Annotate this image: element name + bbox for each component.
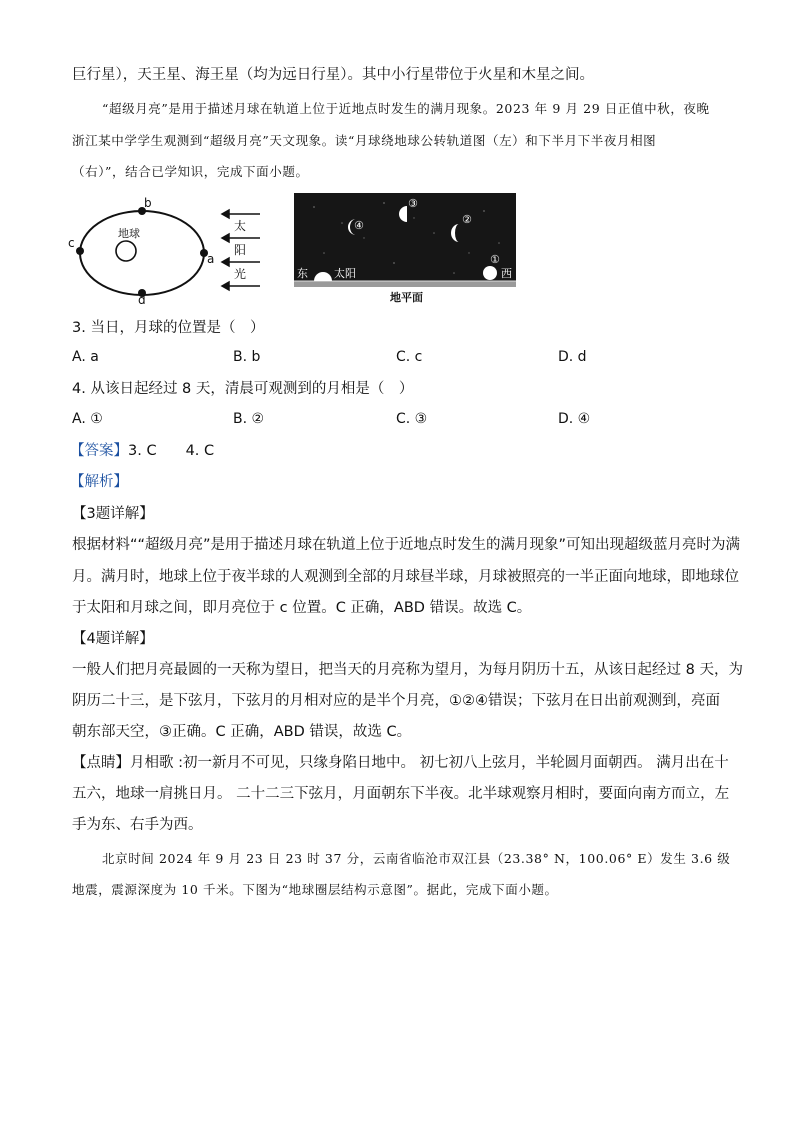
sunlight-label-1: 太 bbox=[234, 219, 247, 233]
detail3-line-2: 月。满月时，地球上位于夜半球的人观测到全部的月球昼半球，月球被照亮的一半正面向地球，即地球位 bbox=[72, 569, 739, 585]
tip-label: 【点睛】 bbox=[72, 755, 130, 771]
next-passage-line-2: 地震，震源深度为 10 千米。下图为“地球圈层结构示意图”。据此，完成下面小题。 bbox=[72, 882, 558, 897]
tip-line-1 bbox=[72, 753, 729, 773]
q3-option-a[interactable]: A. a bbox=[72, 349, 99, 365]
detail4-label: 【4题详解】 bbox=[72, 631, 154, 647]
q4-option-b[interactable]: B. ② bbox=[233, 411, 265, 427]
tip-line-2: 五六，地球一肩挑日月。 二十二三下弦月，月面朝东下半夜。北半球观察月相时，要面向南方而立，左 bbox=[72, 786, 730, 802]
passage-line-3: （右）”，结合已学知识，完成下面小题。 bbox=[72, 164, 309, 179]
phase-1-moon bbox=[483, 266, 497, 280]
west-label: 西 bbox=[501, 267, 512, 280]
phase-1-label: ① bbox=[490, 253, 500, 266]
q3-option-b[interactable]: B. b bbox=[233, 349, 261, 365]
phase-4-label: ④ bbox=[354, 219, 364, 232]
q3-option-c[interactable]: C. c bbox=[396, 349, 423, 365]
sunlight-label-3: 光 bbox=[234, 267, 247, 281]
sunlight-label-2: 阳 bbox=[234, 243, 247, 257]
position-a-label: a bbox=[207, 252, 215, 266]
q3-option-d[interactable]: D. d bbox=[558, 349, 587, 365]
next-passage-line-1: 北京时间 2024 年 9 月 23 日 23 时 37 分，云南省临沧市双江县（23.38° N，100.06° E）发生 3.6 级 bbox=[102, 851, 731, 866]
position-c-label: c bbox=[68, 236, 75, 250]
q4-stem: 4. 从该日起经过 8 天，清晨可观测到的月相是（ ） bbox=[72, 381, 414, 397]
moon-phase-figure bbox=[294, 193, 516, 305]
detail4-line-3: 朝东部天空，③正确。C 正确，ABD 错误，故选 C。 bbox=[72, 724, 412, 740]
sun-label: 太阳 bbox=[334, 267, 356, 280]
passage-line-1: “超级月亮”是用于描述月球在轨道上位于近地点时发生的满月现象。2023 年 9 月 29 日正值中秋，夜晚 bbox=[102, 101, 710, 116]
east-label: 东 bbox=[297, 267, 308, 280]
earth-circle bbox=[116, 241, 136, 261]
position-b-label: b bbox=[144, 196, 152, 210]
answer-line bbox=[70, 441, 214, 461]
q4-option-c[interactable]: C. ③ bbox=[396, 411, 428, 427]
orbit-figure bbox=[62, 195, 267, 305]
ground-strip bbox=[294, 281, 516, 287]
phase-2-label: ② bbox=[462, 213, 472, 226]
detail3-line-3: 于太阳和月球之间，即月亮位于 c 位置。C 正确，ABD 错误。故选 C。 bbox=[72, 600, 532, 616]
horizon-label: 地平面 bbox=[390, 291, 423, 304]
q4-option-a[interactable]: A. ① bbox=[72, 411, 103, 427]
detail4-line-1: 一般人们把月亮最圆的一天称为望日，把当天的月亮称为望月，为每月阴历十五，从该日起经过 8 天，为 bbox=[72, 662, 743, 678]
detail3-line-1: 根据材料““超级月亮”是用于描述月球在轨道上位于近地点时发生的满月现象”可知出现超级蓝月亮时为满 bbox=[72, 537, 741, 553]
tip-text-1: 月相歌 :初一新月不可见，只缘身陷日地中。 初七初八上弦月，半轮圆月面朝西。 满月出在十 bbox=[130, 755, 729, 771]
tip-line-3: 手为东、右手为西。 bbox=[72, 817, 203, 833]
analysis-label: 【解析】 bbox=[70, 474, 128, 490]
q4-option-d[interactable]: D. ④ bbox=[558, 411, 591, 427]
orbit-ellipse bbox=[80, 211, 204, 295]
detail3-label: 【3题详解】 bbox=[72, 506, 154, 522]
earth-label: 地球 bbox=[118, 227, 140, 240]
answer-label: 【答案】 bbox=[70, 443, 128, 459]
detail4-line-2: 阴历二十三，是下弦月，下弦月的月相对应的是半个月亮，①②④错误；下弦月在日出前观测到，亮面 bbox=[72, 693, 720, 709]
passage-line-2: 浙江某中学学生观测到“超级月亮”天文现象。读“月球绕地球公转轨道图（左）和下半月下半夜月相图 bbox=[72, 133, 657, 148]
q3-stem: 3. 当日，月球的位置是（ ） bbox=[72, 320, 265, 336]
answer-text: 3. C 4. C bbox=[128, 443, 215, 459]
position-c-dot bbox=[76, 247, 84, 255]
intro-line: 巨行星），天王星、海王星（均为远日行星）。其中小行星带位于火星和木星之间。 bbox=[72, 67, 594, 83]
phase-3-label: ③ bbox=[408, 197, 418, 210]
position-d-label: d bbox=[138, 293, 146, 305]
